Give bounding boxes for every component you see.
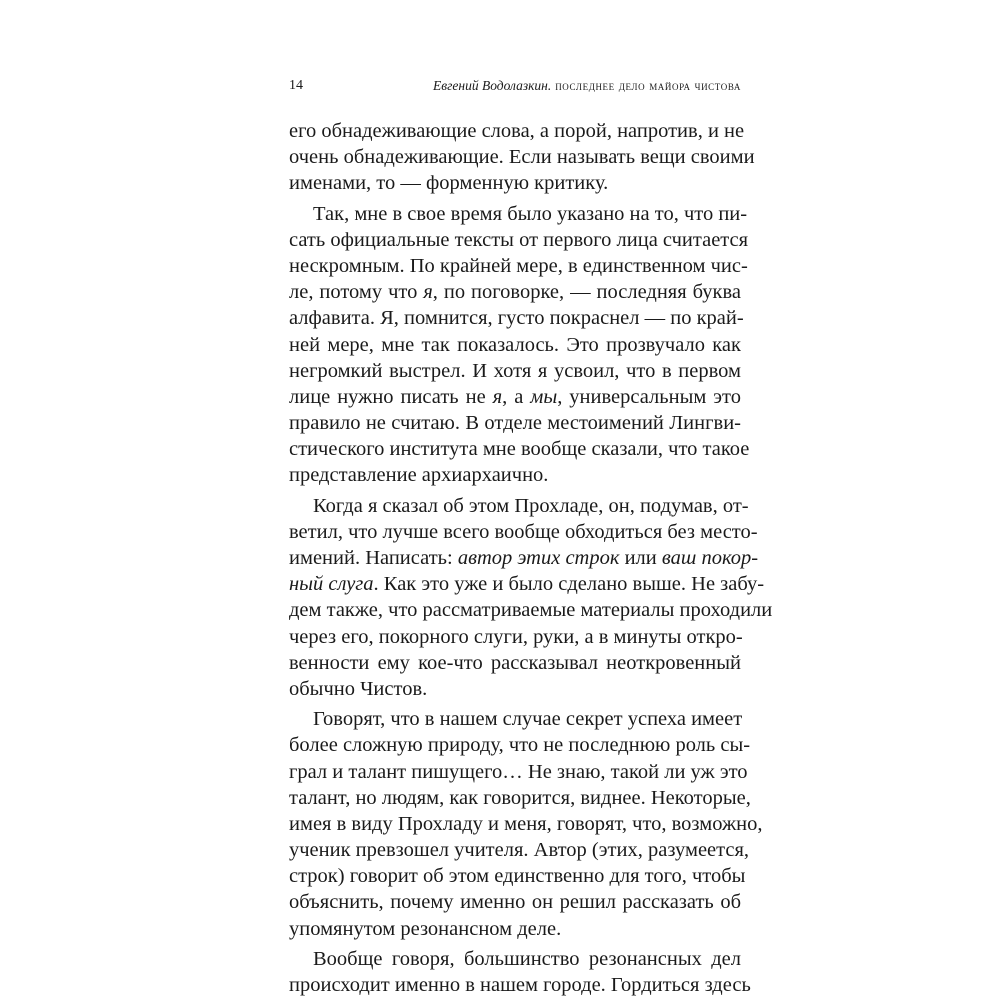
text-line	[289, 889, 741, 915]
text-line	[289, 759, 748, 785]
text-line	[289, 916, 741, 942]
text-line	[289, 837, 750, 863]
text-run: , универсальным это	[557, 385, 741, 408]
text-line	[289, 519, 758, 545]
paragraph	[289, 706, 763, 942]
paragraph	[289, 946, 751, 998]
text-run: нескромным. По крайней мере, в единственном чис-	[289, 254, 748, 277]
text-run: Говорят, что в нашем случае секрет успеха имеет	[313, 708, 743, 731]
text-run: дем также, что рассматриваемые материалы проходили	[289, 599, 773, 622]
text-run: через его, покорного слуги, руки, а в минуты откро-	[289, 625, 743, 648]
italic-text: я	[492, 385, 503, 408]
text-line	[289, 436, 750, 462]
text-line	[289, 118, 745, 144]
text-line	[289, 732, 751, 758]
text-line	[289, 462, 741, 488]
text-run: стического института мне вообще сказали, что такое	[289, 438, 750, 461]
paragraph	[289, 118, 755, 197]
text-run: упомянутом резонансном деле.	[289, 917, 562, 940]
text-line	[289, 279, 741, 305]
text-line	[289, 384, 741, 410]
text-run: ле, потому что	[289, 281, 424, 304]
text-line	[289, 946, 741, 972]
text-line	[289, 571, 765, 597]
text-run: его обнадеживающие слова, а порой, напротив, и не	[289, 120, 745, 142]
text-line	[289, 624, 741, 650]
italic-text: ваш покор-	[661, 547, 759, 569]
text-line	[289, 410, 741, 436]
text-run: объяснить, почему именно он решил рассказать об	[289, 891, 741, 914]
text-run: именами, то — форменную критику.	[289, 172, 609, 195]
text-run: талант, но людям, как говорится, виднее. Некоторые,	[289, 786, 751, 809]
italic-text: я	[423, 281, 433, 304]
text-run: венности ему кое-что рассказывал неоткровенный	[289, 651, 741, 674]
text-run: правило не считаю. В отделе местоимений Лингви-	[289, 412, 741, 435]
body-text	[289, 118, 773, 998]
text-line	[289, 227, 749, 253]
text-line	[289, 144, 755, 170]
text-run: обычно Чистов.	[289, 677, 428, 700]
text-line	[289, 332, 741, 358]
text-line	[289, 358, 741, 384]
text-line	[289, 863, 746, 889]
paragraph	[289, 201, 750, 489]
text-run: имений. Написать:	[289, 547, 458, 569]
page-number: 14	[289, 78, 303, 93]
text-run: ученик превзошел учителя. Автор (этих, разумеется,	[289, 839, 750, 862]
text-run: происходит именно в нашем городе. Гордиться здесь	[289, 974, 751, 996]
italic-text: автор этих строк	[457, 547, 620, 569]
text-run: очень обнадеживающие. Если называть вещи своими	[289, 146, 755, 169]
text-run: Так, мне в свое время было указано на то, что пи-	[313, 202, 748, 225]
text-line	[289, 493, 749, 519]
header-author: Евгений Водолазкин.	[433, 78, 552, 93]
text-run: строк) говорит об этом единственно для того, чтобы	[289, 865, 746, 888]
text-run: , по поговорке, — последняя буква	[432, 281, 741, 304]
text-line	[289, 676, 741, 702]
text-run: , а	[502, 385, 531, 408]
running-head	[289, 76, 741, 96]
text-run: грал и талант пишущего… Не знаю, такой ли уж это	[289, 760, 748, 783]
text-line	[289, 972, 751, 998]
text-line	[289, 706, 741, 732]
text-line	[289, 170, 741, 196]
text-run: ней мере, мне так показалось. Это прозвучало как	[289, 333, 741, 356]
text-line	[289, 253, 748, 279]
paragraph	[289, 493, 773, 703]
text-run: представление архиархаично.	[289, 464, 549, 487]
running-title	[433, 76, 741, 96]
text-line	[289, 545, 759, 571]
text-line	[289, 650, 741, 676]
text-run: Когда я сказал об этом Прохладе, он, подумав, от-	[313, 494, 749, 517]
text-line	[289, 811, 763, 837]
text-run: более сложную природу, что не последнюю роль сы-	[289, 734, 751, 757]
header-book-title: последнее дело майора чистова	[551, 78, 741, 93]
text-line	[289, 785, 751, 811]
text-run: сать официальные тексты от первого лица считается	[289, 228, 749, 251]
text-run: лице нужно писать не	[289, 385, 493, 408]
italic-text: ный слуга	[289, 573, 374, 596]
text-run: ветил, что лучше всего вообще обходиться без место-	[289, 520, 758, 543]
text-run: негромкий выстрел. И хотя я усвоил, что в первом	[289, 359, 741, 382]
text-run: имея в виду Прохладу и меня, говорят, что, возможно,	[289, 812, 763, 835]
text-run: . Как это уже и было сделано выше. Не забу-	[373, 573, 765, 596]
text-line	[289, 305, 744, 331]
italic-text: мы	[530, 385, 558, 408]
text-line	[289, 201, 748, 227]
text-run: или	[619, 547, 662, 569]
text-run: Вообще говоря, большинство резонансных дел	[313, 947, 741, 970]
text-run: алфавита. Я, помнится, густо покраснел — по край-	[289, 307, 744, 330]
text-line	[289, 597, 773, 623]
